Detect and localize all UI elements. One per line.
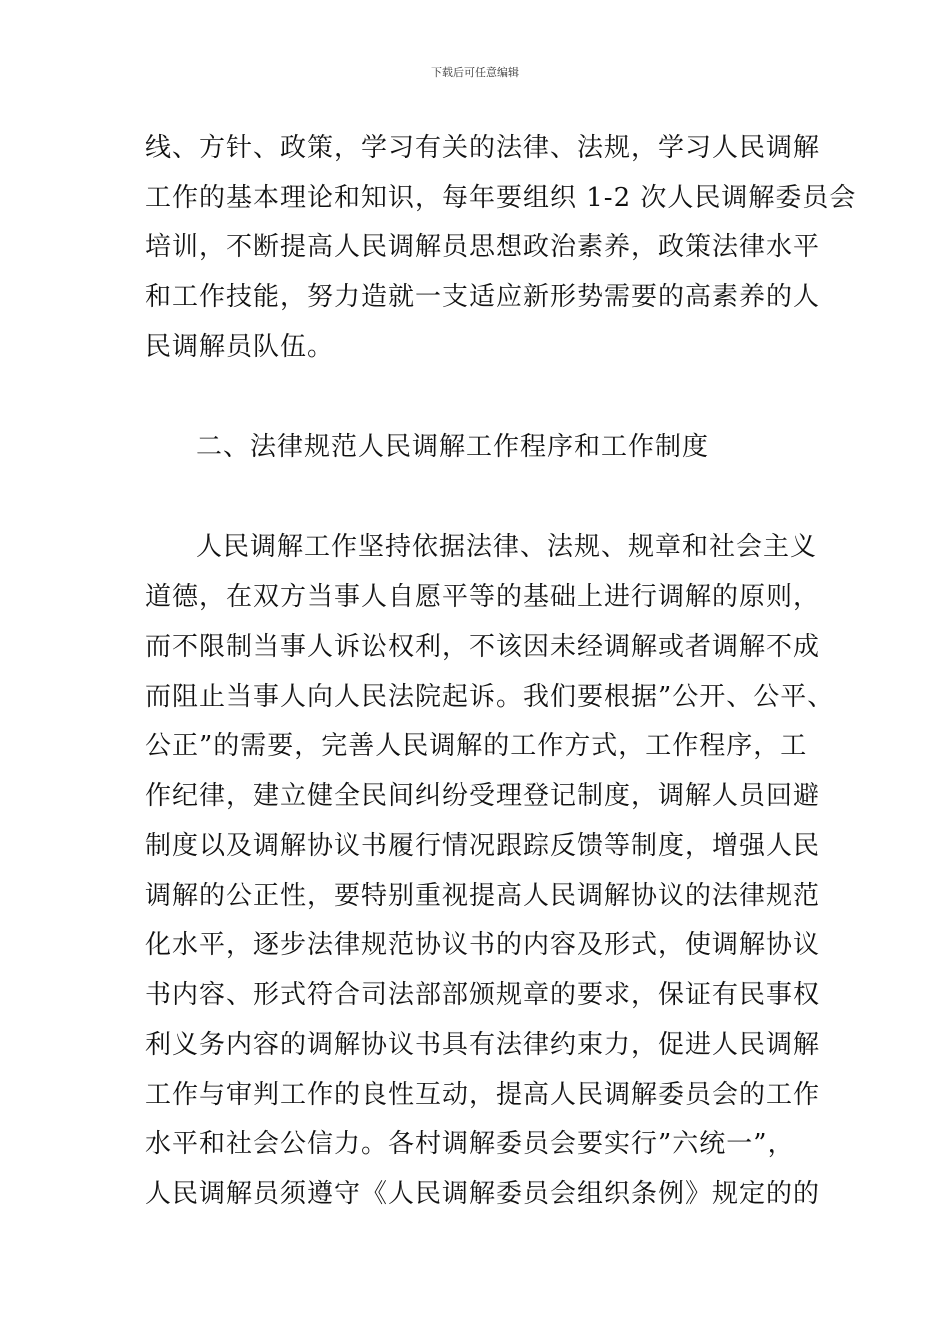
paragraph-line: 培训，不断提高人民调解员思想政治素养，政策法律水平	[145, 232, 821, 262]
paragraph-line: 人民调解工作坚持依据法律、法规、规章和社会主义	[196, 532, 818, 562]
paragraph-line: 和工作技能，努力造就一支适应新形势需要的高素养的人	[145, 282, 821, 312]
paragraph-line: 民调解员队伍。	[145, 332, 335, 362]
paragraph-line: 作纪律，建立健全民间纠纷受理登记制度，调解人员回避	[145, 781, 821, 811]
header-note: 下载后可任意编辑	[431, 66, 519, 79]
section-heading: 二、法律规范人民调解工作程序和工作制度	[196, 432, 710, 462]
paragraph-line: 化水平，逐步法律规范协议书的内容及形式，使调解协议	[145, 930, 821, 960]
paragraph-line: 公正”的需要，完善人民调解的工作方式，工作程序，工	[145, 731, 808, 761]
paragraph-line: 人民调解员须遵守《人民调解委员会组织条例》规定的的	[145, 1179, 821, 1209]
paragraph-line: 利义务内容的调解协议书具有法律约束力，促进人民调解	[145, 1030, 821, 1060]
paragraph-line: 制度以及调解协议书履行情况跟踪反馈等制度，增强人民	[145, 831, 821, 861]
paragraph-line: 书内容、形式符合司法部部颁规章的要求，保证有民事权	[145, 980, 821, 1010]
paragraph-line: 工作的基本理论和知识，每年要组织 1-2 次人民调解委员会	[145, 183, 857, 213]
paragraph-line: 道德，在双方当事人自愿平等的基础上进行调解的原则，	[145, 582, 821, 612]
paragraph-line: 而阻止当事人向人民法院起诉。我们要根据”公开、公平、	[145, 682, 835, 712]
paragraph-line: 调解的公正性，要特别重视提高人民调解协议的法律规范	[145, 881, 821, 911]
paragraph-line: 而不限制当事人诉讼权利，不该因未经调解或者调解不成	[145, 632, 821, 662]
paragraph-line: 线、方针、政策，学习有关的法律、法规，学习人民调解	[145, 133, 821, 163]
paragraph-line: 水平和社会公信力。各村调解委员会要实行”六统一”，	[145, 1129, 795, 1159]
paragraph-line: 工作与审判工作的良性互动，提高人民调解委员会的工作	[145, 1080, 821, 1110]
